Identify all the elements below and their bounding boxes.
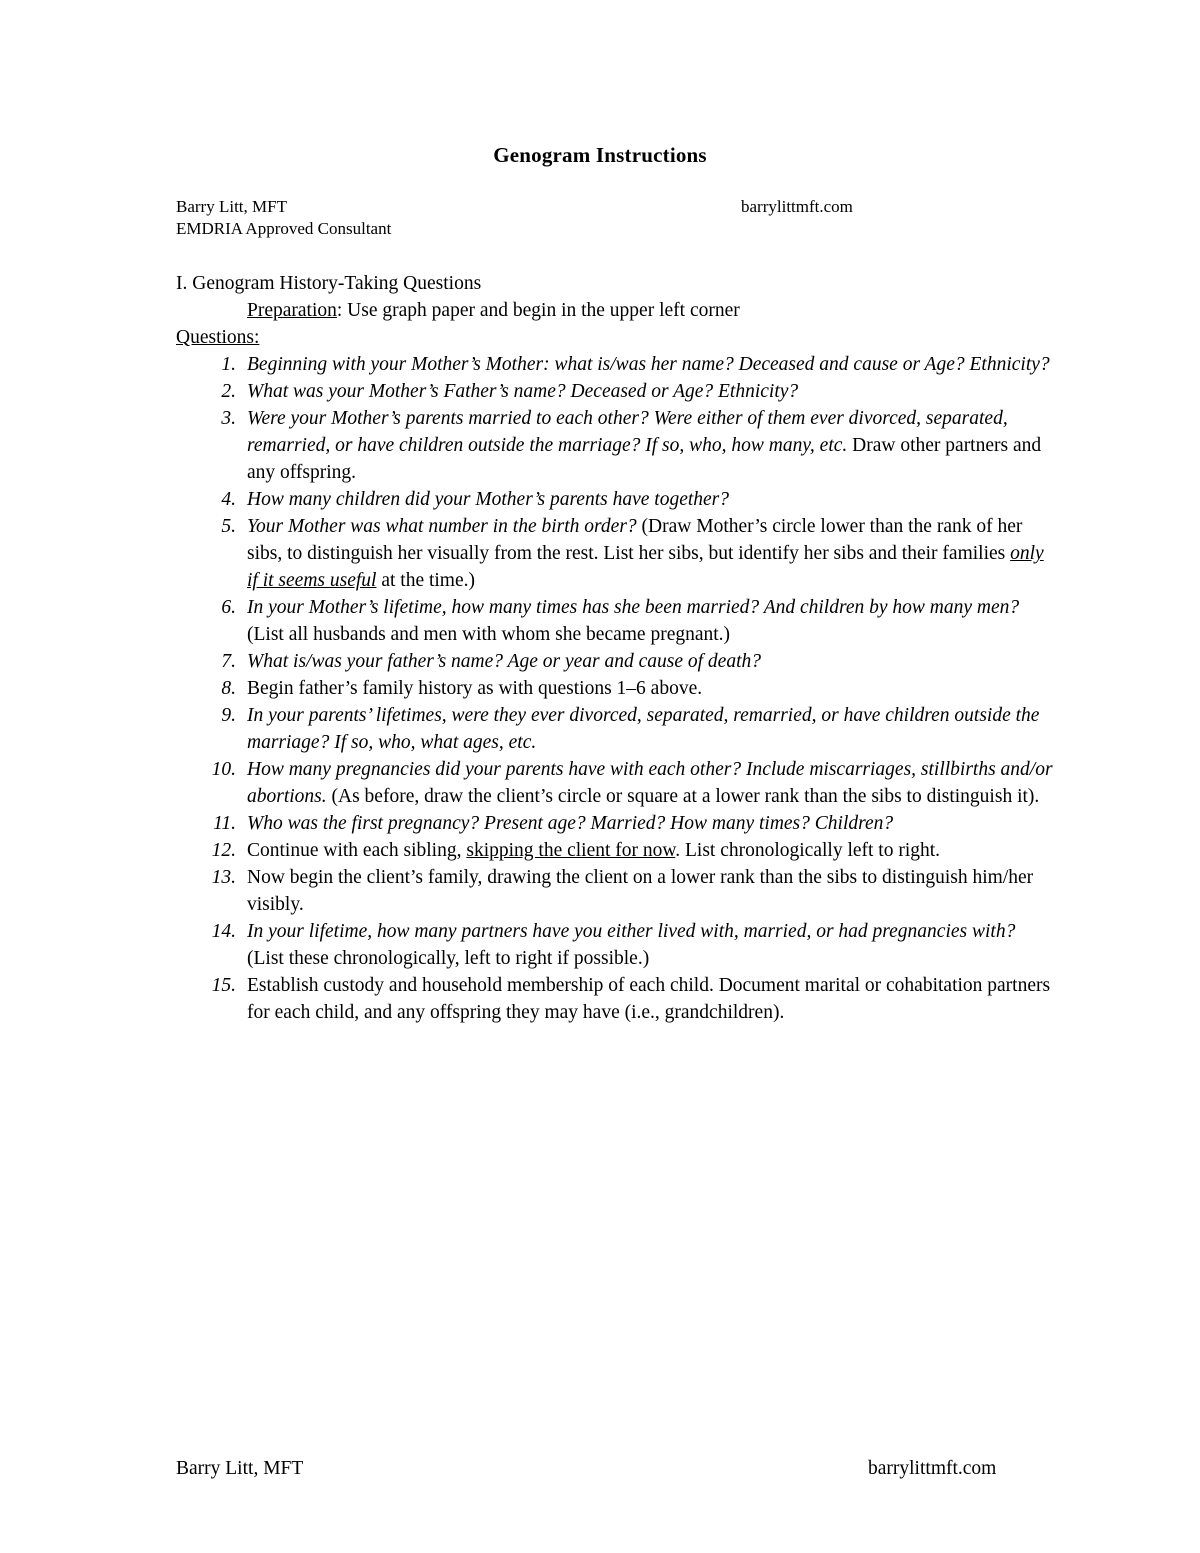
question-number: 10. [211, 759, 236, 780]
header-author-block [176, 196, 391, 240]
question-item [176, 378, 1056, 405]
question-item [176, 405, 1056, 486]
questions-label: Questions: [176, 327, 260, 348]
question-number: 3. [221, 408, 236, 429]
question-text-segment: How many children did your Mother’s parents have together? [247, 489, 730, 510]
question-number: 4. [221, 489, 236, 510]
question-text-segment: (List all husbands and men with whom she became pregnant.) [247, 624, 731, 645]
question-number: 5. [221, 516, 236, 537]
question-item [176, 648, 1056, 675]
question-text-segment: only if it seems useful [247, 543, 1044, 591]
preparation-line [247, 297, 740, 324]
document-title: Genogram Instructions [493, 143, 707, 167]
question-item [176, 351, 1056, 378]
question-number: 8. [221, 678, 236, 699]
question-item [176, 756, 1056, 810]
question-text-segment: Beginning with your Mother’s Mother: what is/was her name? Deceased and cause or Age? Ethnicity? [247, 354, 1050, 375]
question-text-segment: What is/was your father’s name? Age or year and cause of death? [247, 651, 761, 672]
question-text-segment: In your lifetime, how many partners have you either lived with, married, or had pregnancies with? [247, 921, 1016, 942]
question-item [176, 810, 1056, 837]
question-text-segment: Continue with each sibling, [247, 840, 467, 861]
question-text-segment: How many pregnancies did your parents have with each other? Include miscarriages, stillbirths and/or abortions. [247, 759, 1053, 807]
header-website: barrylittmft.com [741, 197, 853, 216]
question-number: 7. [221, 651, 236, 672]
question-number: 12. [211, 840, 236, 861]
question-item [176, 972, 1056, 1026]
question-item [176, 513, 1056, 594]
question-number: 1. [221, 354, 236, 375]
footer-author: Barry Litt, MFT [176, 1458, 304, 1479]
question-item [176, 918, 1056, 972]
question-text-segment: (As before, draw the client’s circle or square at a lower rank than the sibs to distinguish it). [326, 786, 1040, 807]
question-number: 6. [221, 597, 236, 618]
question-text-segment: (Draw Mother’s circle lower than the rank of her sibs, to distinguish her visually from the rest. List her sibs, but identify her sibs and their families [247, 516, 1023, 564]
question-text-segment: Begin father’s family history as with questions 1–6 above. [247, 678, 703, 699]
question-text-segment: (List these chronologically, left to right if possible.) [247, 948, 650, 969]
question-text-segment: Were your Mother’s parents married to each other? Were either of them ever divorced, separated, remarried, or have children outside the marriage? If so, who, how many, etc. [247, 408, 1008, 456]
question-number: 2. [221, 381, 236, 402]
preparation-text: : Use graph paper and begin in the upper left corner [336, 300, 740, 321]
question-text-segment: skipping the client for now [466, 840, 676, 861]
question-item [176, 675, 1056, 702]
question-item [176, 594, 1056, 648]
question-number: 11. [213, 813, 236, 834]
questions-list [176, 351, 1056, 1026]
question-text-segment: Establish custody and household membership of each child. Document marital or cohabitation partners for each child, and any offspring they may have (i.e., grandchildren). [247, 975, 1051, 1023]
question-text-segment: Your Mother was what number in the birth order? [247, 516, 637, 537]
question-number: 15. [211, 975, 236, 996]
question-item [176, 702, 1056, 756]
question-item [176, 486, 1056, 513]
question-text-segment: Draw other partners and any offspring. [247, 435, 1042, 483]
question-text-segment: . List chronologically left to right. [675, 840, 941, 861]
question-text-segment: In your Mother’s lifetime, how many times has she been married? And children by how many men? [247, 597, 1020, 618]
question-number: 9. [221, 705, 236, 726]
question-number: 13. [211, 867, 236, 888]
header-author: Barry Litt, MFT [176, 197, 287, 216]
question-item [176, 837, 1056, 864]
section-heading: I. Genogram History-Taking Questions [176, 273, 482, 294]
question-text-segment: at the time.) [376, 570, 476, 591]
header-credential: EMDRIA Approved Consultant [176, 219, 392, 238]
question-item [176, 864, 1056, 918]
question-text-segment: Who was the first pregnancy? Present age? Married? How many times? Children? [247, 813, 894, 834]
question-text-segment: What was your Mother’s Father’s name? Deceased or Age? Ethnicity? [247, 381, 799, 402]
question-number: 14. [211, 921, 236, 942]
question-text-segment: In your parents’ lifetimes, were they ever divorced, separated, remarried, or have children outside the marriage? If so, who, what ages, etc. [247, 705, 1040, 753]
question-text-segment: Now begin the client’s family, drawing the client on a lower rank than the sibs to distinguish him/her visibly. [247, 867, 1034, 915]
preparation-label: Preparation [247, 300, 337, 321]
footer-website: barrylittmft.com [868, 1458, 997, 1479]
